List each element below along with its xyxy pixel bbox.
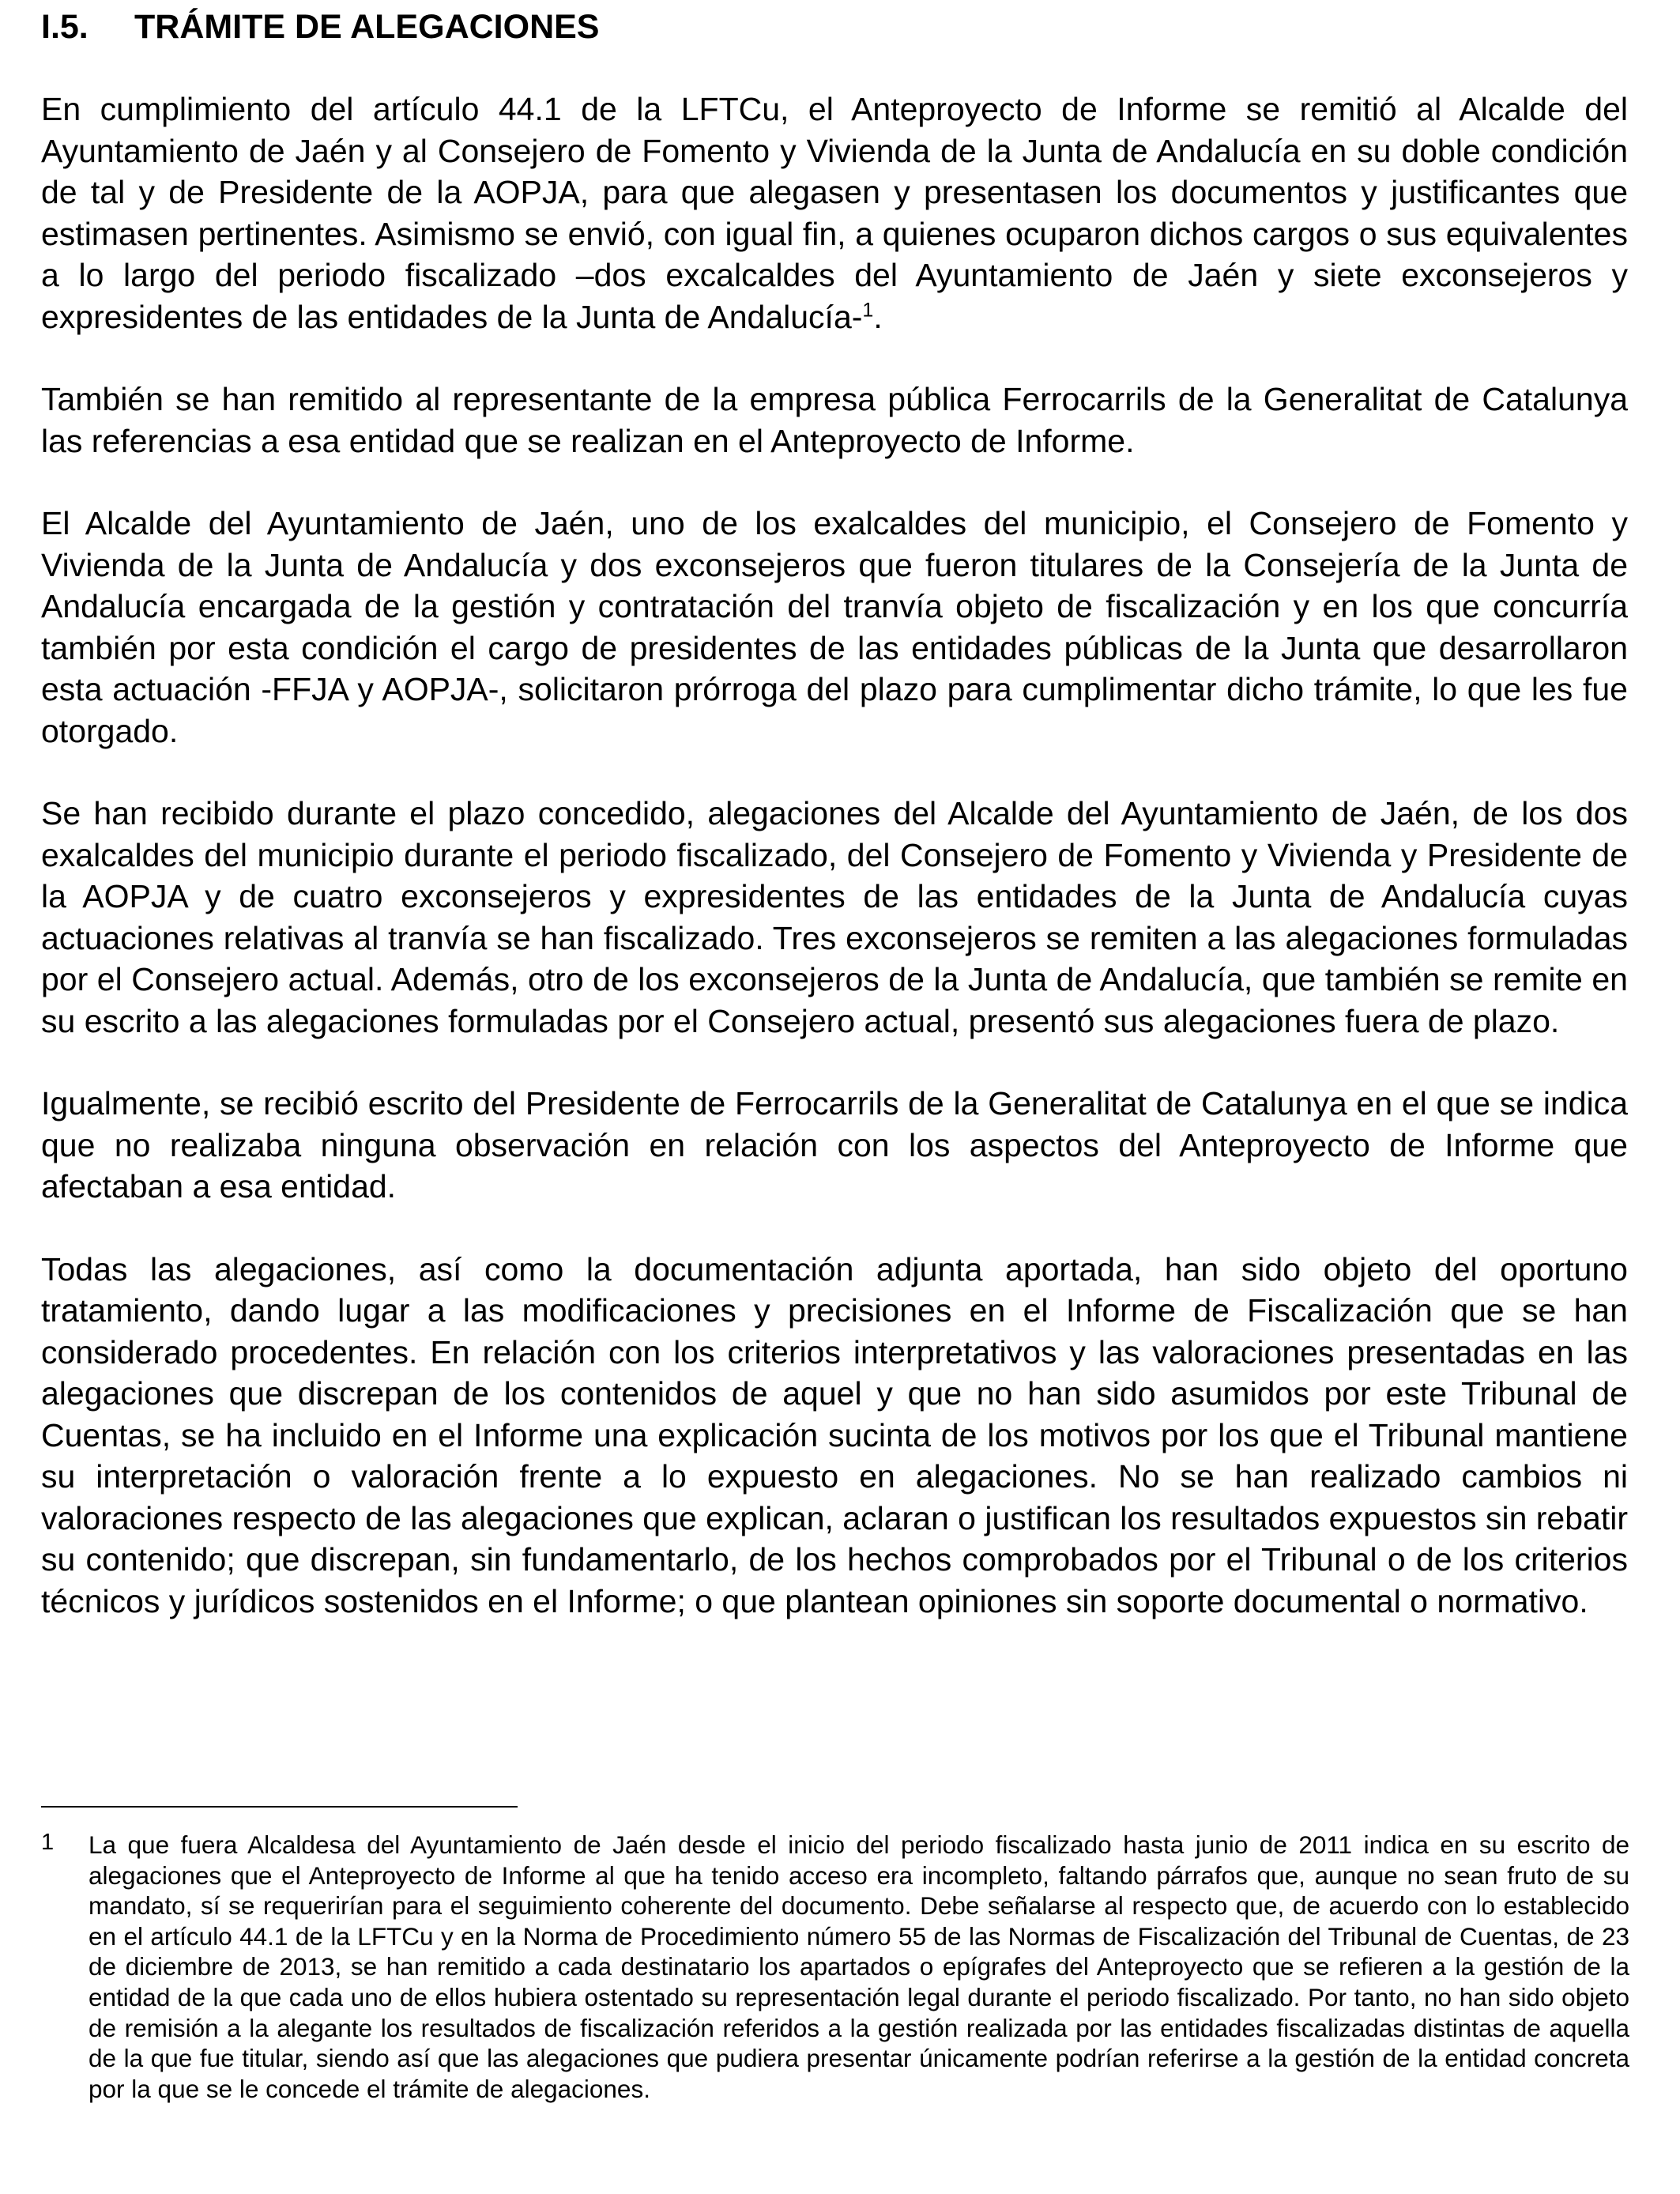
footnote-text: La que fuera Alcaldesa del Ayuntamiento de Jaén desde el inicio del periodo fiscalizado hasta junio de 2011 indica en su escrito de alegaciones que el Anteproyecto de Informe al que ha tenido acceso era incompleto, faltando párrafos que, aunque no sean fruto de su mandato, sí se requerirían para el seguimiento coherente del documento. Debe señalarse al respecto que, de acuerdo con lo establecido en el artículo 44.1 de la LFTCu y en la Norma de Procedimiento número 55 de las Normas de Fiscalización del Tribunal de Cuentas, de 23 de diciembre de 2013, se han remitido a cada destinatario los apartados o epígrafes del Anteproyecto que se refieren a la gestión de la entidad de la que cada uno de ellos hubiera ostentado su representación legal durante el periodo fiscalizado. Por tanto, no han sido objeto de remisión a la alegante los resultados de fiscalización referidos a la gestión realizada por las entidades fiscalizadas distintas de aquella de la que fue titular, siendo así que las alegaciones que pudiera presentar únicamente podrían referirse a la gestión de la entidad concreta por la que se le concede el trámite de alegaciones. bbox=[89, 1830, 1629, 2103]
section-title: TRÁMITE DE ALEGACIONES bbox=[134, 8, 600, 46]
footnote-mark: 1 bbox=[41, 1830, 55, 1855]
body-text bbox=[41, 89, 1628, 1663]
section-heading bbox=[41, 6, 599, 47]
paragraph-1-text: En cumplimiento del artículo 44.1 de la LFTCu, el Anteproyecto de Informe se remitió al Alcalde del Ayuntamiento de Jaén y al Consejero de Fomento y Vivienda de la Junta de Andalucía en su doble condición de tal y de Presidente de la AOPJA, para que alegasen y presentasen los documentos y justificantes que estimasen pertinentes. Asimismo se envió, con igual fin, a quienes ocuparon dichos cargos o sus equivalentes a lo largo del periodo fiscalizado –dos excalcaldes del Ayuntamiento de Jaén y siete exconsejeros y expresidentes de las entidades de la Junta de Andalucía- bbox=[41, 91, 1628, 335]
paragraph-2: También se han remitido al representante de la empresa pública Ferrocarrils de la Generalitat de Catalunya las referencias a esa entidad que se realizan en el Anteproyecto de Informe. bbox=[41, 381, 1628, 459]
section-number: I.5. bbox=[41, 8, 89, 46]
paragraph-1 bbox=[41, 89, 1628, 337]
paragraph-6: Todas las alegaciones, así como la documentación adjunta aportada, han sido objeto del oportuno tratamiento, dando lugar a las modificaciones y precisiones en el Informe de Fiscalización que se han considerado procedentes. En relación con los criterios interpretativos y las valoraciones presentadas en las alegaciones que discrepan de los contenidos de aquel y que no han sido asumidos por este Tribunal de Cuentas, se ha incluido en el Informe una explicación sucinta de los motivos por los que el Tribunal mantiene su interpretación o valoración frente a lo expuesto en alegaciones. No se han realizado cambios ni valoraciones respecto de las alegaciones que explican, aclaran o justifican los resultados expuestos sin rebatir su contenido; que discrepan, sin fundamentarlo, de los hechos comprobados por el Tribunal o de los criterios técnicos y jurídicos sostenidos en el Informe; o que plantean opiniones sin soporte documental o normativo. bbox=[41, 1250, 1628, 1619]
paragraph-4: Se han recibido durante el plazo concedido, alegaciones del Alcalde del Ayuntamiento de Jaén, de los dos exalcaldes del municipio durante el periodo fiscalizado, del Consejero de Fomento y Vivienda y Presidente de la AOPJA y de cuatro exconsejeros y expresidentes de las entidades de la Junta de Andalucía cuyas actuaciones relativas al tranvía se han fiscalizado. Tres exconsejeros se remiten a las alegaciones formuladas por el Consejero actual. Además, otro de los exconsejeros de la Junta de Andalucía, que también se remite en su escrito a las alegaciones formuladas por el Consejero actual, presentó sus alegaciones fuera de plazo. bbox=[41, 795, 1628, 1039]
paragraph-3: El Alcalde del Ayuntamiento de Jaén, uno de los exalcaldes del municipio, el Consejero de Fomento y Vivienda de la Junta de Andalucía y dos exconsejeros que fueron titulares de la Consejería de la Junta de Andalucía encargada de la gestión y contratación del tranvía objeto de fiscalización y en los que concurría también por esta condición el cargo de presidentes de las entidades públicas de la Junta que desarrollaron esta actuación -FFJA y AOPJA-, solicitaron prórroga del plazo para cumplimentar dicho trámite, lo que les fue otorgado. bbox=[41, 505, 1628, 749]
paragraph-5: Igualmente, se recibió escrito del Presidente de Ferrocarrils de la Generalitat de Catalunya en el que se indica que no realizaba ninguna observación en relación con los aspectos del Anteproyecto de Informe que afectaban a esa entidad. bbox=[41, 1085, 1628, 1204]
paragraph-1-end: . bbox=[873, 298, 883, 335]
footnote-separator bbox=[41, 1806, 518, 1808]
footnote-reference[interactable]: 1 bbox=[862, 298, 874, 321]
